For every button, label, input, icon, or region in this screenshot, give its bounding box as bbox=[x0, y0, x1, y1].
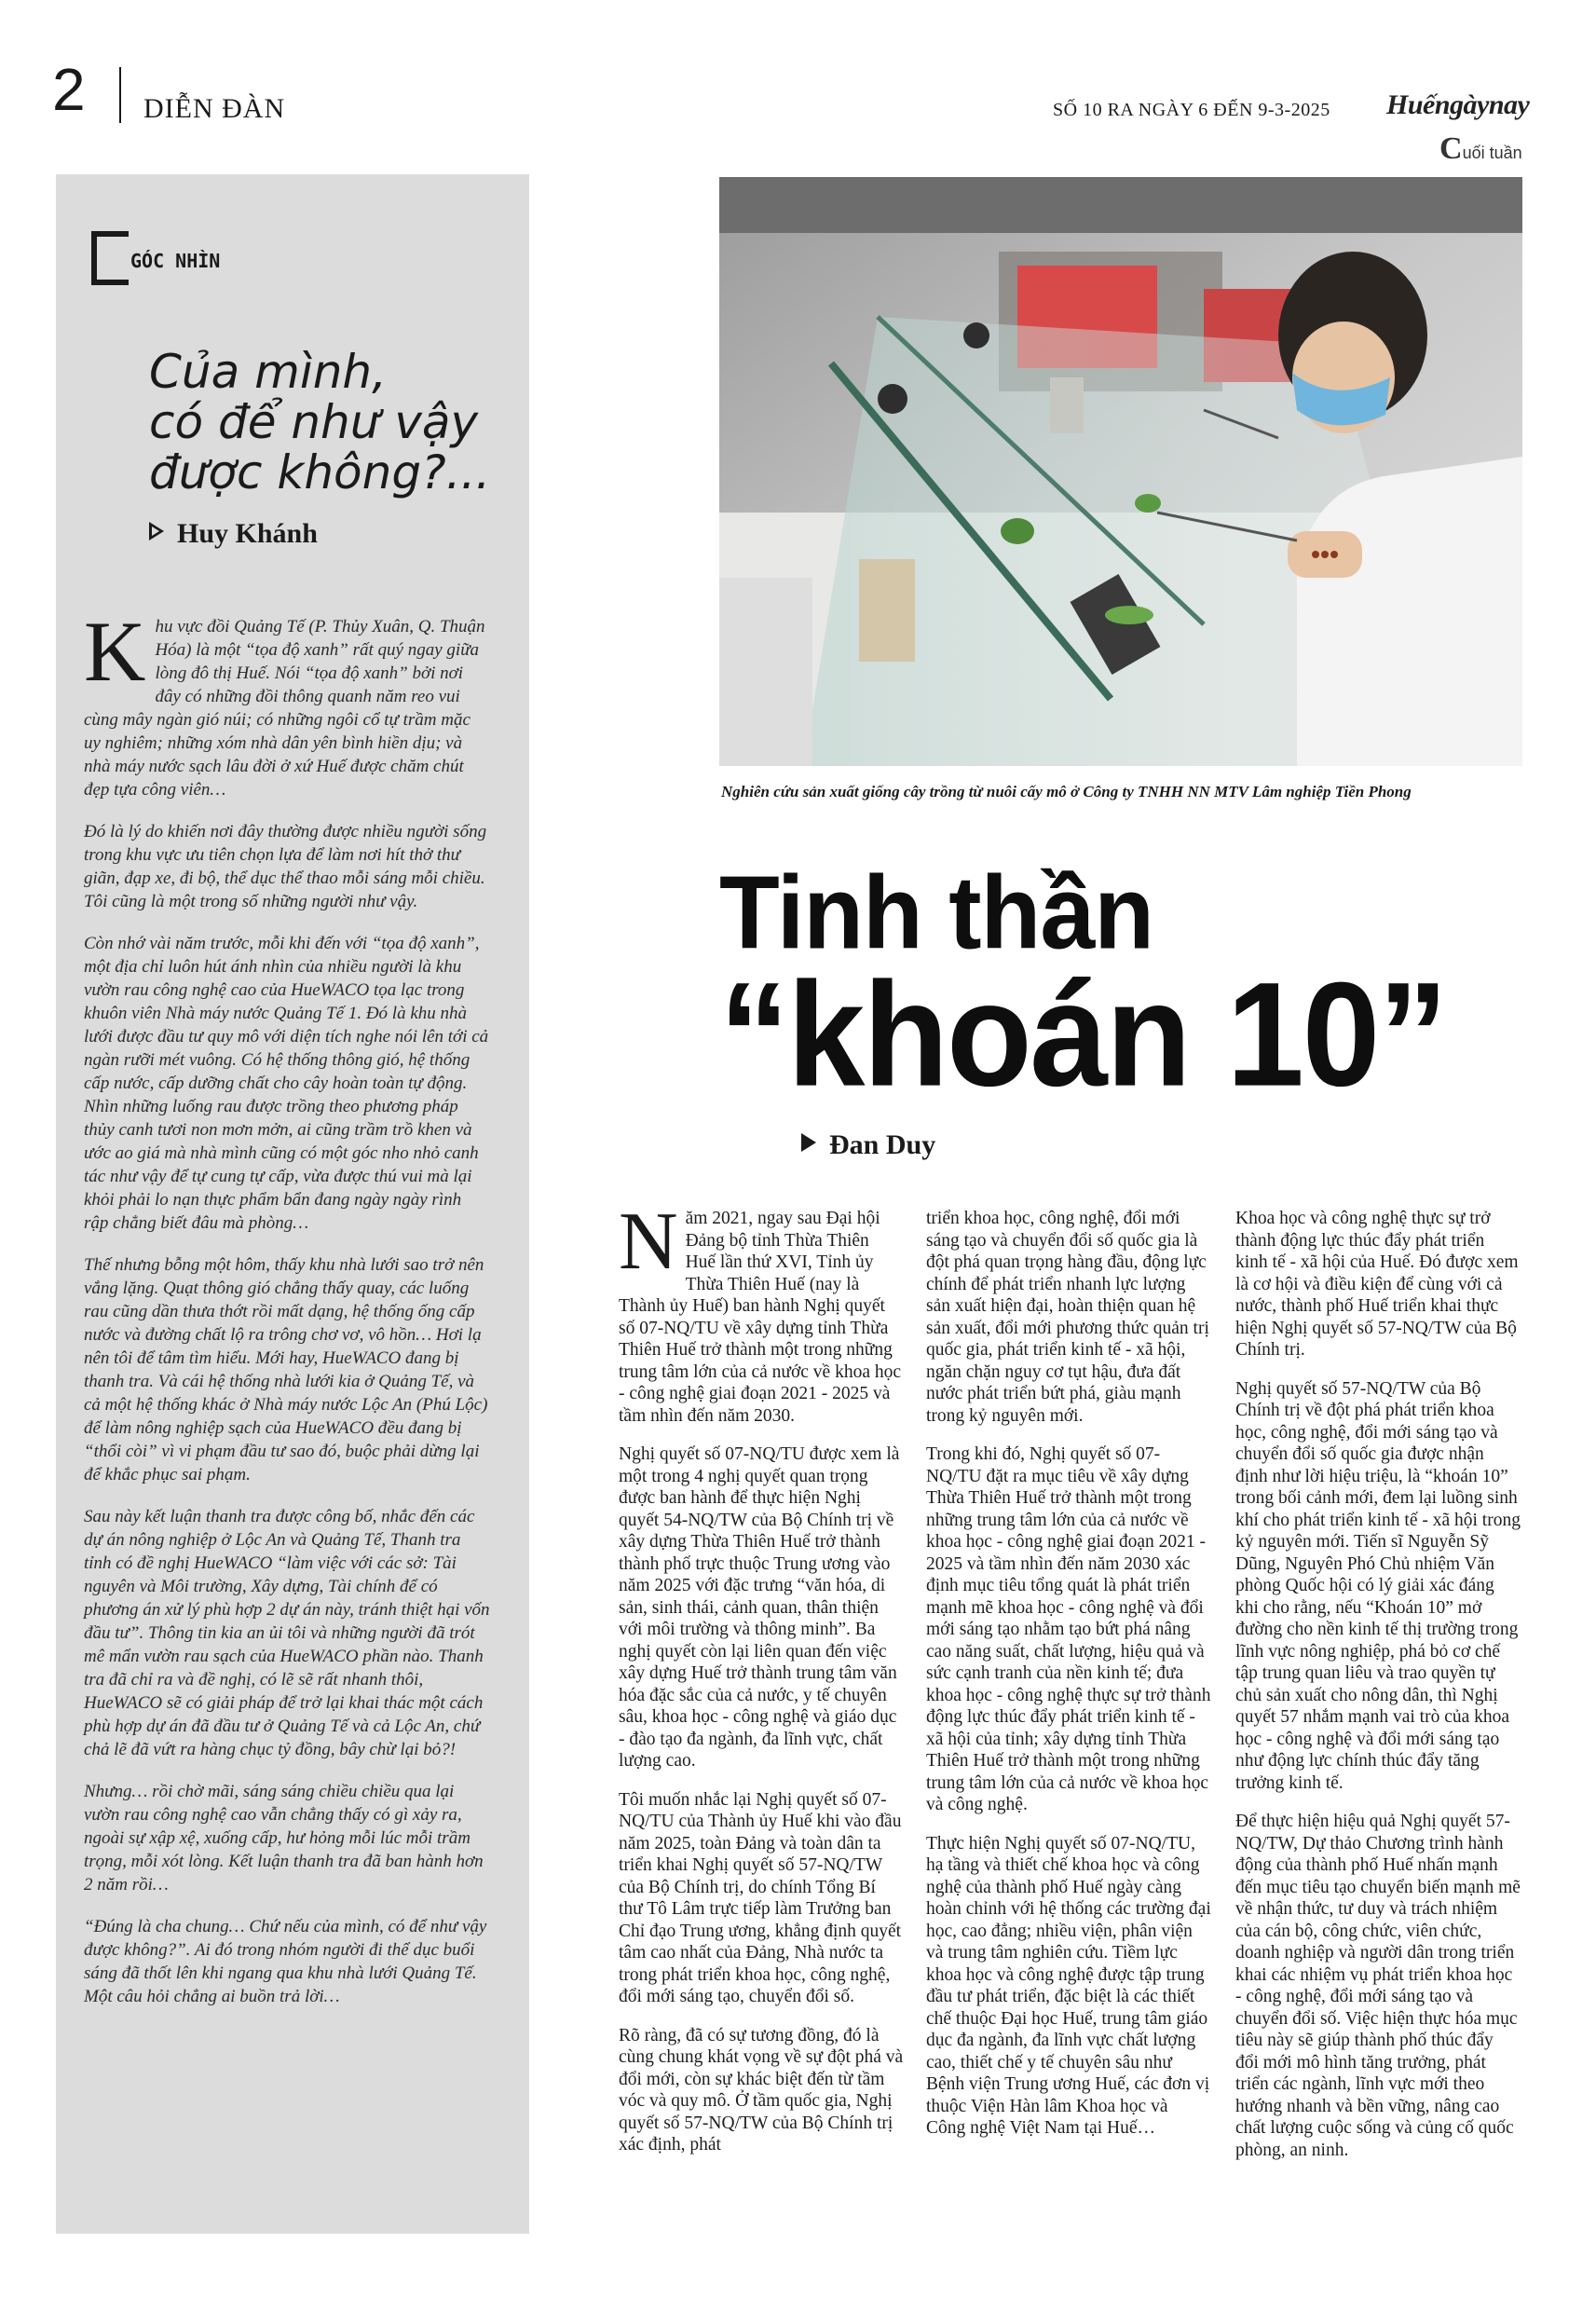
sidebar-paragraph: “Đúng là cha chung… Chứ nếu của mình, có để như vậy được không?”. Ai đó trong nhóm người đi thể dục buổi sáng đã thốt lên khi ngang qua khu nhà lưới Quảng Tế. Một câu hỏi chẳng ai buồn trả lời… bbox=[84, 1917, 487, 2006]
page-number: 2 bbox=[52, 56, 86, 123]
brand-subtitle-initial: C bbox=[1439, 131, 1463, 166]
sidebar-paragraph-text: hu vực đồi Quảng Tế (P. Thủy Xuân, Q. Thuận Hóa) là một “tọa độ xanh” rất quý ngay giữa lòng đô thị Huế. Nói “tọa độ xanh” bởi nơi đây có những đồi thông quanh năm reo vui cùng mây ngàn gió núi; có những ngôi cổ tự trầm mặc uy nghiêm; những xóm nhà dân yên bình hiền dịu; và nhà máy nước sạch lâu đời ở xứ Huế được chăm chút đẹp tựa công viên… bbox=[84, 617, 485, 800]
header-divider bbox=[119, 67, 121, 123]
article-paragraph: Rõ ràng, đã có sự tương đồng, đó là cùng chung khát vọng về sự đột phá và đổi mới, còn sự khác biệt đến từ tầm vóc và quy mô. Ở tầm quốc gia, Nghị quyết số 57-NQ/TW của Bộ Chính trị xác định, phát bbox=[619, 2025, 904, 2155]
article-paragraph: Nghị quyết số 07-NQ/TU được xem là một trong 4 nghị quyết quan trọng được ban hành để thực hiện Nghị quyết 54-NQ/TW của Bộ Chính trị về xây dựng Thừa Thiên Huế trở thành thành phố trực thuộc Trung ương vào năm 2025 với đặc trưng “văn hóa, di sản, sinh thái, cảnh quan, thân thiện với môi trường và thông minh”. Ba nghị quyết còn lại liên quan đến việc xây dựng Huế trở thành trung tâm văn hóa đặc sắc của cả nước, y tế chuyên sâu, khoa học - công nghệ và giáo dục - đào tạo đa ngành, đa lĩnh vực, chất lượng cao. bbox=[619, 1444, 900, 1771]
photo-caption: Nghiên cứu sản xuất giống cây trồng từ nuôi cấy mô ở Công ty TNHH NN MTV Lâm nghiệp Tiền Phong bbox=[721, 783, 1412, 800]
brand-subtitle bbox=[1439, 131, 1522, 167]
sidebar-title bbox=[149, 347, 522, 498]
sidebar-paragraph: Thế nhưng bỗng một hôm, thấy khu nhà lưới sao trở nên vắng lặng. Quạt thông gió chẳng thấy quay, các luống rau cũng dần thưa thớt rồi mất dạng, hệ thống ống cấp nước và đường chất lộ ra trông chơ vơ, vô hồn… Hơi lạ nên tôi để tâm tìm hiểu. Mới hay, HueWACO đang bị thanh tra. Và cái hệ thống nhà lưới kia ở Quảng Tế, và cả một hệ thống khác ở Nhà máy nước Lộc An (Phú Lộc) để làm nông nghiệp sạch của HueWACO đều đang bị “thổi còi” vì vi phạm đầu tư sao đó, buộc phải dừng lại để khắc phục sai phạm. bbox=[84, 1255, 488, 1484]
article-paragraph: Để thực hiện hiệu quả Nghị quyết 57-NQ/TW, Dự thảo Chương trình hành động của thành phố Huế nhấn mạnh đến mục tiêu tạo chuyển biến mạnh mẽ về nhận thức, tư duy và trách nhiệm của cán bộ, công chức, viên chức, doanh nghiệp và người dân trong triển khai các nhiệm vụ phát triển khoa học - công nghệ, đổi mới sáng tạo và chuyển đổi số. Việc hiện thực hóa mục tiêu này sẽ giúp thành phố thúc đẩy đổi mới mô hình tăng trưởng, phát triển các ngành, lĩnh vực mới theo hướng nhanh và bền vững, nâng cao chất lượng cuộc sống và củng cố quốc phòng, an ninh. bbox=[1235, 1812, 1521, 2160]
article-column-1 bbox=[619, 1197, 904, 2173]
sidebar-dropcap: K bbox=[84, 604, 146, 699]
sidebar-paragraph: Còn nhớ vài năm trước, mỗi khi đến với “tọa độ xanh”, một địa chỉ luôn hút ánh nhìn của nhiều người là khu vườn rau công nghệ cao của HueWACO tọa lạc trong khuôn viên Nhà máy nước Quảng Tế 1. Đó là khu nhà lưới được đầu tư quy mô với diện tích nghe nói lên tới cả ngàn rưỡi mét vuông. Có hệ thống thông gió, hệ thống cấp nước, cấp dưỡng chất cho cây hoàn toàn tự động. Nhìn những luống rau được trồng theo phương pháp thủy canh tươi non mơn mởn, ai cũng trầm trồ khen và ước ao giá mà nhà mình cũng có một góc nho nhỏ canh tác như vậy để tự cung tự cấp, vừa được thú vui mà lại khỏi phải lo nạn thực phẩm bẩn đang ngày ngày rình rập chẳng biết đâu mà phòng… bbox=[84, 934, 489, 1233]
triangle-bullet-icon bbox=[149, 522, 164, 540]
article-column-2 bbox=[926, 1208, 1211, 2156]
article-paragraph: Nghị quyết số 57-NQ/TW của Bộ Chính trị về đột phá phát triển khoa học, công nghệ, đổi mới sáng tạo và chuyển đổi số quốc gia được nhận định như lời hiệu triệu, là “khoán 10” trong bối cảnh mới, đem lại luồng sinh khí cho phát triển kinh tế - xã hội trong kỷ nguyên mới. Tiến sĩ Nguyễn Sỹ Dũng, Nguyên Phó Chủ nhiệm Văn phòng Quốc hội có lý giải xác đáng khi cho rằng, nếu “Khoán 10” mở đường cho nền kinh tế thị trường trong lĩnh vực nông nghiệp, phá bỏ cơ chế tập trung quan liêu và trao quyền tự chủ sản xuất cho nông dân, thì Nghị quyết 57 nhắm mạnh vai trò của khoa học - công nghệ và đổi mới sáng tạo như động lực chính thúc đẩy tăng trưởng kinh tế. bbox=[1235, 1378, 1521, 1793]
article-author bbox=[801, 1129, 935, 1161]
article-paragraph: triển khoa học, công nghệ, đổi mới sáng tạo và chuyển đổi số quốc gia là đột phá quan trọng hàng đầu, động lực chính để phát triển nhanh lực lượng sản xuất hiện đại, hoàn thiện quan hệ sản xuất, đổi mới phương thức quản trị quốc gia, phát triển kinh tế - xã hội, ngăn chặn nguy cơ tụt hậu, đưa đất nước phát triển bứt phá, giàu mạnh trong kỷ nguyên mới. bbox=[926, 1209, 1209, 1426]
triangle-bullet-icon bbox=[801, 1133, 816, 1152]
goc-nhin-bracket-icon bbox=[91, 231, 129, 285]
sidebar-author bbox=[149, 518, 318, 550]
sidebar-label: GÓC NHÌN bbox=[130, 250, 221, 272]
article-paragraph: Thực hiện Nghị quyết số 07-NQ/TU, hạ tầng và thiết chế khoa học và công nghệ của thành phố Huế ngày càng hoàn chỉnh với hệ thống các trường đại học, cao đẳng; nhiều viện, phân viện và trung tâm nghiên cứu. Tiềm lực khoa học và công nghệ được tập trung đầu tư phát triển, đặc biệt là các thiết chế thuộc Đại học Huế, trung tâm giáo dục đa ngành, đa lĩnh vực chất lượng cao, thiết chế y tế chuyên sâu như Bệnh viện Trung ương Huế, các đơn vị thuộc Viện Hàn lâm Khoa học và Công nghệ Việt Nam tại Huế… bbox=[926, 1833, 1211, 2138]
article-paragraph: Khoa học và công nghệ thực sự trở thành động lực thúc đẩy phát triển kinh tế - xã hội của Huế. Đó được xem là cơ hội và điều kiện để cùng với cả nước, thành phố Huế triển khai thực hiện Nghị quyết số 57-NQ/TW của Bộ Chính trị. bbox=[1235, 1209, 1519, 1360]
headline-line-1: Tinh thần bbox=[719, 855, 1153, 971]
article-author-name: Đan Duy bbox=[829, 1129, 936, 1160]
lab-photo-illustration bbox=[719, 177, 1522, 766]
sidebar-title-line: có để như vậy bbox=[149, 395, 479, 449]
article-paragraph: Tôi muốn nhắc lại Nghị quyết số 07-NQ/TU của Thành ủy Huế khi vào đầu năm 2025, toàn Đảng và toàn dân ta triển khai Nghị quyết số 57-NQ/TW của Bộ Chính trị, do chính Tổng Bí thư Tô Lâm trực tiếp làm Trưởng ban Chỉ đạo Trung ương, khẳng định quyết tâm cao nhất của Đảng, Nhà nước ta trong phát triển khoa học, công nghệ, đổi mới sáng tạo, chuyển đổi số. bbox=[619, 1789, 902, 2006]
sidebar-paragraph: Sau này kết luận thanh tra được công bố, nhắc đến các dự án nông nghiệp ở Lộc An và Quảng Tế, Thanh tra tỉnh có đề nghị HueWACO “làm việc với các sở: Tài nguyên và Môi trường, Xây dựng, Tài chính để có phương án xử lý phù hợp 2 dự án này, tránh thiệt hại vốn đầu tư”. Thông tin kia an ủi tôi và những người đã trót mê mẩn vườn rau sạch của HueWACO phần nào. Thanh tra đã chỉ ra và đề nghị, có lẽ sẽ rất nhanh thôi, HueWACO sẽ có giải pháp để trở lại khai thác một cách phù hợp dự án đã đầu tư ở Quảng Tế và cả Lộc An, chứ chả lẽ đã vứt ra hàng chục tỷ đồng, bây chừ lại bỏ?! bbox=[84, 1507, 490, 1759]
section-title: DIỄN ĐÀN bbox=[143, 93, 286, 124]
sidebar-title-line: Của mình, bbox=[149, 345, 388, 399]
sidebar-paragraph: Nhưng… rồi chờ mãi, sáng sáng chiều chiều qua lại vườn rau công nghệ cao vẫn chẳng thấy có gì xảy ra, ngoài sự xập xệ, xuống cấp, hư hỏng mỗi lúc mỗi trầm trọng, mỗi xót lòng. Kết luận thanh tra đã ban hành hơn 2 năm rồi… bbox=[84, 1782, 484, 1895]
article-paragraph-text: ăm 2021, ngay sau Đại hội Đảng bộ tỉnh Thừa Thiên Huế lần thứ XVI, Tỉnh ủy Thừa Thiên Huế (nay là Thành ủy Huế) ban hành Nghị quyết số 07-NQ/TU về xây dựng tỉnh Thừa Thiên Huế trở thành một trong những trung tâm lớn của cả nước về khoa học - công nghệ giai đoạn 2021 - 2025 và tầm nhìn đến năm 2030. bbox=[619, 1209, 902, 1426]
article-paragraph: Trong khi đó, Nghị quyết số 07-NQ/TU đặt ra mục tiêu về xây dựng Thừa Thiên Huế trở thành một trong những trung tâm lớn của cả nước về khoa học - công nghệ giai đoạn 2021 - 2025 và tầm nhìn đến năm 2030 xác định mục tiêu tổng quát là phát triển mạnh mẽ khoa học - công nghệ và đổi mới sáng tạo nhằm tạo bứt phá nâng cao năng suất, chất lượng, hiệu quả và sức cạnh tranh của nền kinh tế; đưa khoa học - công nghệ thực sự trở thành động lực thúc đẩy phát triển kinh tế - xã hội của tỉnh; xây dựng tỉnh Thừa Thiên Huế trở thành một trong những trung tâm lớn của cả nước về khoa học và công nghệ. bbox=[926, 1444, 1211, 1814]
sidebar-paragraph: Đó là lý do khiến nơi đây thường được nhiều người sống trong khu vực ưu tiên chọn lựa để làm nơi hít thở thư giãn, đạp xe, đi bộ, thể dục thể thao mỗi sáng mỗi chiều. Tôi cũng là một trong số những người như vậy. bbox=[84, 822, 487, 911]
brand-subtitle-text: uối tuần bbox=[1462, 144, 1522, 162]
sidebar-author-name: Huy Khánh bbox=[177, 518, 318, 549]
sidebar-paragraph bbox=[84, 604, 490, 801]
sidebar-body bbox=[84, 604, 490, 2027]
article-column-3 bbox=[1235, 1208, 1521, 2178]
lab-photo bbox=[719, 177, 1522, 766]
headline-line-2: “khoán 10” bbox=[719, 951, 1447, 1117]
sidebar-title-line: được không?... bbox=[149, 445, 491, 499]
issue-info: SỐ 10 RA NGÀY 6 ĐẾN 9-3-2025 bbox=[1053, 100, 1330, 120]
article-paragraph bbox=[619, 1197, 904, 1427]
article-dropcap: N bbox=[619, 1197, 678, 1287]
brand-logo: Huếngàynay bbox=[1386, 89, 1530, 120]
